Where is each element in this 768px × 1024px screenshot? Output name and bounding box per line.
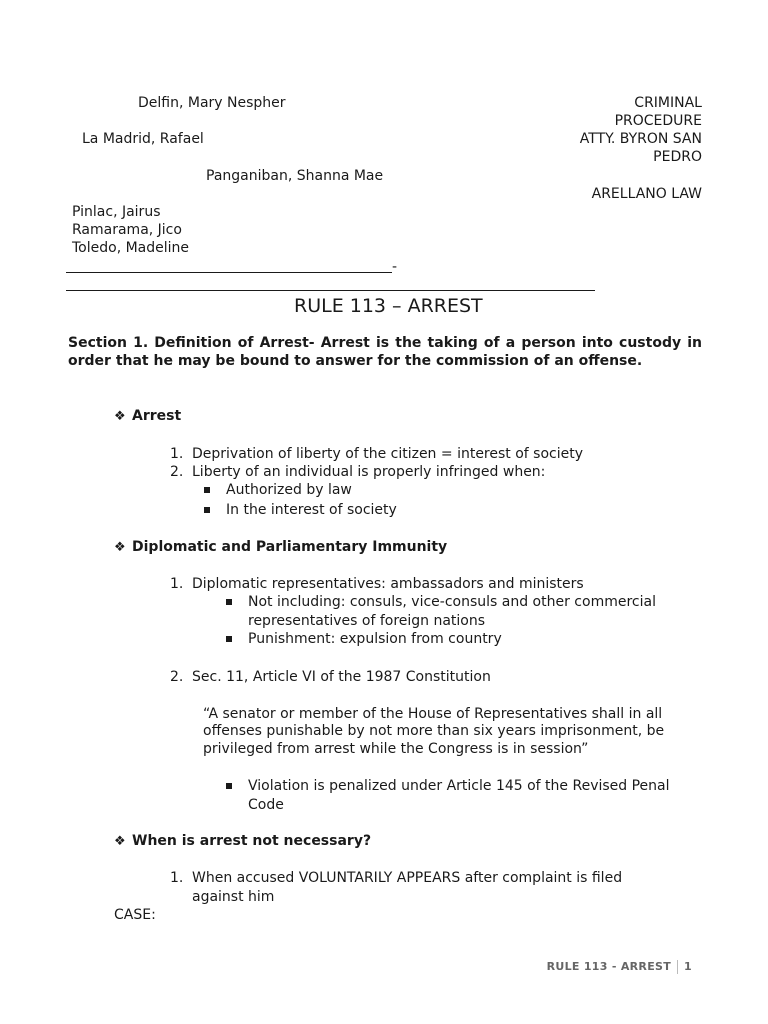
- course-line-2: PROCEDURE: [614, 113, 702, 129]
- immunity-subitem-2-text: Punishment: expulsion from country: [248, 631, 502, 647]
- author-la-madrid: La Madrid, Rafael: [82, 131, 204, 147]
- immunity-subitem-2: [226, 630, 502, 648]
- square-bullet-icon: [204, 487, 210, 493]
- immunity-item-2-number: 2.: [170, 669, 184, 685]
- arrest-subitem-1: [204, 481, 352, 499]
- square-bullet-icon: [226, 636, 232, 642]
- footer-label: RULE 113 - ARREST: [546, 960, 672, 973]
- author-pinlac: Pinlac, Jairus: [72, 204, 161, 220]
- bullet-immunity: [114, 538, 447, 557]
- page-footer: [547, 958, 692, 976]
- diamond-bullet-icon: ❖: [114, 834, 126, 849]
- footer-page-number: 1: [684, 960, 692, 973]
- course-school: ARELLANO LAW: [591, 186, 702, 202]
- square-bullet-icon: [226, 783, 232, 789]
- section-1-definition: Section 1. Definition of Arrest- Arrest is the taking of a person into custody in order that he may be bound to answer for the commission of an offense.: [68, 335, 702, 369]
- constitution-quote-line-1: “A senator or member of the House of Representatives shall in all: [203, 706, 663, 722]
- arrest-item-2-number: 2.: [170, 464, 184, 480]
- constitution-quote-line-3: privileged from arrest while the Congress is in session”: [203, 741, 589, 757]
- bullet-not-necessary: [114, 832, 371, 851]
- course-line-4: PEDRO: [653, 149, 702, 165]
- page-title: RULE 113 – ARREST: [294, 295, 483, 317]
- course-line-1: CRIMINAL: [634, 95, 702, 111]
- course-line-3: ATTY. BYRON SAN: [579, 131, 702, 147]
- immunity-subitem-3: [226, 777, 670, 795]
- constitution-quote-line-2: offenses punishable by not more than six years imprisonment, be: [203, 723, 665, 739]
- immunity-subitem-1-line-2: representatives of foreign nations: [248, 613, 486, 629]
- footer-separator: [677, 960, 678, 974]
- bullet-arrest: [114, 407, 181, 426]
- immunity-subitem-1-line-1: Not including: consuls, vice-consuls and other commercial: [248, 594, 656, 610]
- separator-line-2: [66, 290, 595, 291]
- arrest-item-1-number: 1.: [170, 446, 184, 462]
- immunity-subitem-3-line-1: Violation is penalized under Article 145 of the Revised Penal: [248, 778, 670, 794]
- not-necessary-item-1-line-2: against him: [192, 889, 275, 905]
- diamond-bullet-icon: ❖: [114, 540, 126, 555]
- author-panganiban: Panganiban, Shanna Mae: [206, 168, 384, 184]
- author-ramarama: Ramarama, Jico: [72, 222, 182, 238]
- case-label: CASE:: [114, 907, 156, 923]
- separator-line-1: [66, 272, 392, 273]
- immunity-subitem-1: [226, 593, 656, 611]
- separator-dash: -: [392, 259, 398, 275]
- immunity-item-2: Sec. 11, Article VI of the 1987 Constitution: [192, 669, 491, 685]
- arrest-item-2: Liberty of an individual is properly infringed when:: [192, 464, 546, 480]
- immunity-subitem-3-line-2: Code: [248, 797, 284, 813]
- bullet-immunity-label: Diplomatic and Parliamentary Immunity: [132, 539, 448, 555]
- bullet-not-necessary-label: When is arrest not necessary?: [132, 833, 372, 849]
- arrest-subitem-2-text: In the interest of society: [226, 502, 397, 518]
- square-bullet-icon: [226, 599, 232, 605]
- author-toledo: Toledo, Madeline: [72, 240, 190, 256]
- square-bullet-icon: [204, 507, 210, 513]
- diamond-bullet-icon: ❖: [114, 409, 126, 424]
- immunity-item-1-number: 1.: [170, 576, 184, 592]
- arrest-subitem-2: [204, 501, 397, 519]
- not-necessary-item-1-number: 1.: [170, 870, 184, 886]
- bullet-arrest-label: Arrest: [132, 408, 182, 424]
- author-delfin: Delfin, Mary Nespher: [138, 95, 286, 111]
- immunity-item-1: Diplomatic representatives: ambassadors and ministers: [192, 576, 584, 592]
- not-necessary-item-1-line-1: When accused VOLUNTARILY APPEARS after complaint is filed: [192, 870, 623, 886]
- arrest-subitem-1-text: Authorized by law: [226, 482, 352, 498]
- arrest-item-1: Deprivation of liberty of the citizen = interest of society: [192, 446, 584, 462]
